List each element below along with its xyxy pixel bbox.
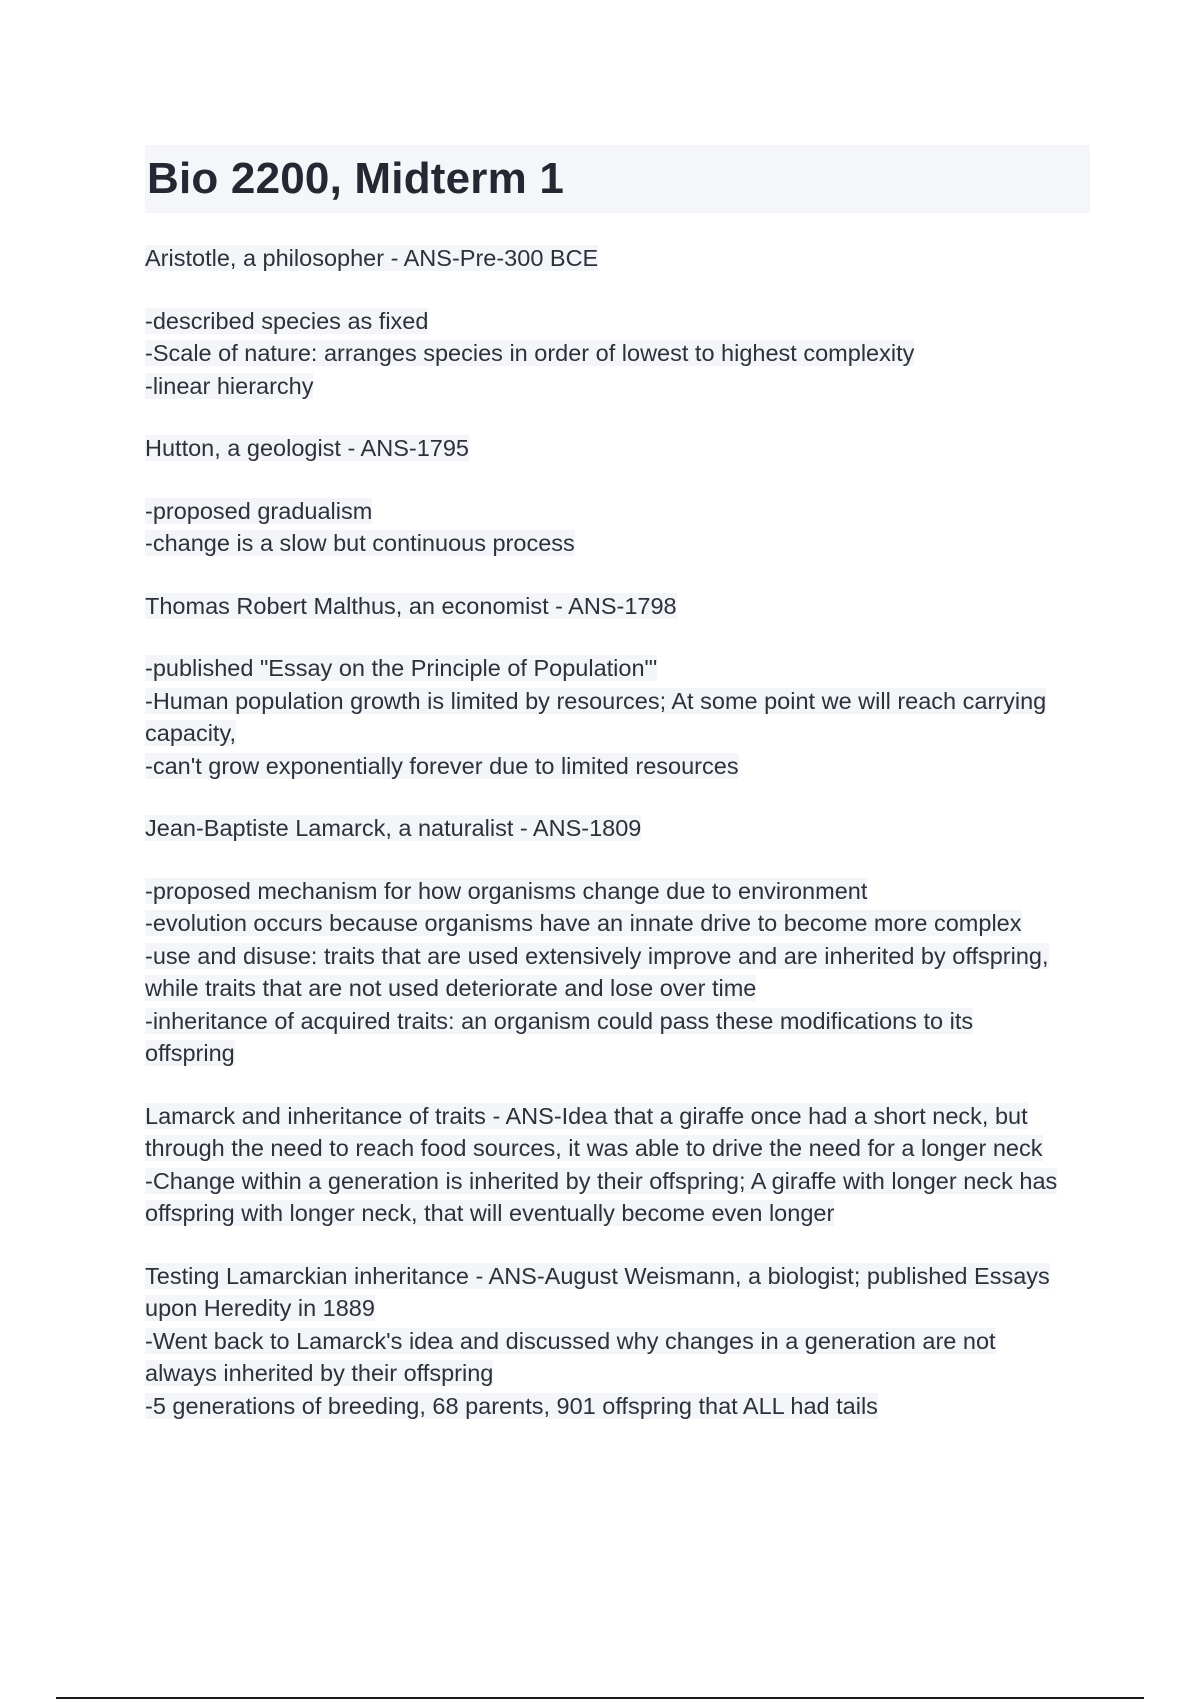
text-line — [145, 590, 1105, 623]
text-line — [145, 907, 1105, 940]
text-line — [145, 1165, 1105, 1198]
text-line — [145, 972, 1105, 1005]
text-line-content: -proposed mechanism for how organisms change due to environment — [145, 877, 868, 904]
text-block — [145, 652, 1105, 782]
text-line-content: offspring with longer neck, that will eventually become even longer — [145, 1200, 835, 1226]
text-line — [145, 432, 1105, 465]
text-line-content: offspring — [145, 1040, 235, 1066]
text-line — [145, 1037, 1105, 1070]
text-block — [145, 812, 1105, 845]
text-line-content: -Went back to Lamarck's idea and discussed why changes in a generation are not — [145, 1327, 996, 1354]
text-line-content: Thomas Robert Malthus, an economist - ANS-1798 — [145, 592, 677, 619]
text-line-content: -use and disuse: traits that are used extensively improve and are inherited by offspring, — [145, 942, 1049, 969]
text-line — [145, 717, 1105, 750]
text-line-content: upon Heredity in 1889 — [145, 1295, 375, 1321]
text-line — [145, 370, 1105, 403]
text-block — [145, 242, 1105, 275]
text-line — [145, 1390, 1105, 1423]
text-line — [145, 242, 1105, 275]
text-line-content: always inherited by their offspring — [145, 1360, 494, 1386]
text-line — [145, 652, 1105, 685]
text-line-content: -described species as fixed — [145, 307, 429, 334]
text-line — [145, 305, 1105, 338]
text-line-content: -proposed gradualism — [145, 497, 373, 524]
text-line — [145, 1100, 1105, 1133]
text-line-content: -published "Essay on the Principle of Population"' — [145, 655, 658, 681]
text-block — [145, 1260, 1105, 1423]
text-line — [145, 875, 1105, 908]
text-line — [145, 1260, 1105, 1293]
document-body — [145, 242, 1105, 1452]
text-line — [145, 1325, 1105, 1358]
text-block — [145, 1100, 1105, 1230]
text-block — [145, 590, 1105, 623]
page-title: Bio 2200, Midterm 1 — [147, 154, 565, 203]
text-block — [145, 875, 1105, 1070]
text-line-content: Aristotle, a philosopher - ANS-Pre-300 BCE — [145, 245, 599, 271]
text-line-content: -linear hierarchy — [145, 372, 314, 399]
text-line-content: Lamarck and inheritance of traits - ANS-Idea that a giraffe once had a short neck, but — [145, 1102, 1028, 1129]
text-line — [145, 527, 1105, 560]
text-line-content: -change is a slow but continuous process — [145, 530, 575, 556]
page-footer-divider — [56, 1697, 1144, 1699]
text-line-content: Testing Lamarckian inheritance - ANS-August Weismann, a biologist; published Essays — [145, 1262, 1050, 1289]
text-line-content: through the need to reach food sources, it was able to drive the need for a longer neck — [145, 1135, 1043, 1161]
text-line — [145, 1292, 1105, 1325]
text-line-content: -Change within a generation is inherited by their offspring; A giraffe with longer neck has — [145, 1167, 1058, 1194]
text-line — [145, 1005, 1105, 1038]
text-block — [145, 432, 1105, 465]
text-line — [145, 1197, 1105, 1230]
text-line — [145, 940, 1105, 973]
text-line-content: -evolution occurs because organisms have an innate drive to become more complex — [145, 910, 1022, 936]
text-line-content: -Scale of nature: arranges species in order of lowest to highest complexity — [145, 340, 915, 366]
text-line-content: -inheritance of acquired traits: an organism could pass these modifications to its — [145, 1007, 974, 1034]
text-line — [145, 685, 1105, 718]
text-line — [145, 812, 1105, 845]
text-line — [145, 750, 1105, 783]
text-line — [145, 337, 1105, 370]
text-line-content: Jean-Baptiste Lamarck, a naturalist - ANS-1809 — [145, 815, 642, 841]
title-bar — [145, 145, 1090, 213]
text-line — [145, 1357, 1105, 1390]
text-line-content: capacity, — [145, 720, 236, 746]
text-block — [145, 305, 1105, 403]
text-line-content: while traits that are not used deteriorate and lose over time — [145, 975, 757, 1001]
text-line — [145, 1132, 1105, 1165]
text-line-content: Hutton, a geologist - ANS-1795 — [145, 435, 469, 461]
text-line-content: -5 generations of breeding, 68 parents, 901 offspring that ALL had tails — [145, 1392, 878, 1419]
text-block — [145, 495, 1105, 560]
text-line-content: -can't grow exponentially forever due to limited resources — [145, 752, 739, 779]
text-line-content: -Human population growth is limited by resources; At some point we will reach carrying — [145, 687, 1047, 714]
text-line — [145, 495, 1105, 528]
